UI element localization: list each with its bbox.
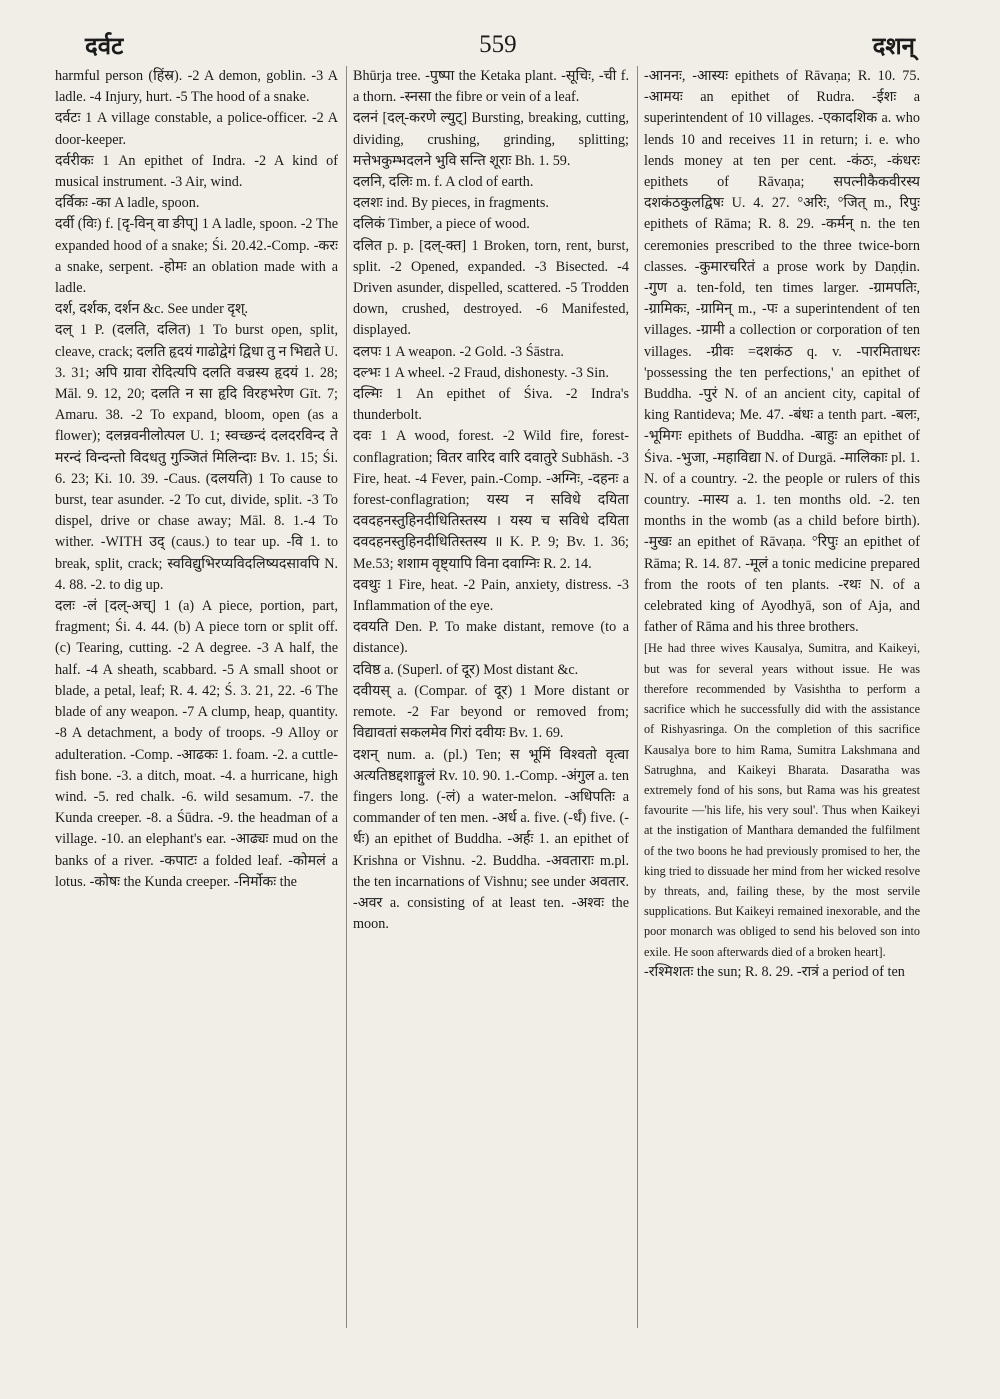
right-running-headword: दशन् <box>872 31 915 60</box>
dictionary-entry: दशन् num. a. (pl.) Ten; स भूमिं विश्वतो वृत्वा अत्यतिष्ठद्दशाङ्गुलं Rv. 10. 90. 1.-Comp. -अंगुल a. ten fingers long. (-लं) a water-melon. -अधिपतिः a commander of ten men. -अर्ध a. five. (-र्धं) five. (-र्धः) an epithet of Buddha. -अर्हः 1. an epithet of Krishna or Vishnu. -2. Buddha. -अवताराः m.pl. the ten incarnations of Vishnu; see under अवतार. -अवर a. consisting of at least ten. -अश्वः the moon. <box>353 746 629 933</box>
dictionary-entry: दवीयस् a. (Compar. of दूर) 1 More distant or remote. -2 Far beyond or removed from; विद्यावतां सकलमेव गिरां दवीयः Bv. 1. 69. <box>353 682 629 742</box>
dictionary-entry: दर्वरीकः 1 An epithet of Indra. -2 A kind of musical instrument. -3 Air, wind. <box>55 152 338 191</box>
dictionary-entry: दर्वी (विः) f. [दृ-विन् वा ङीप्] 1 A ladle, spoon. -2 The expanded hood of a snake; Śi. 20.42.-Comp. -करः a snake, serpent. -होमः an oblation made with a ladle. <box>55 216 338 297</box>
dictionary-entry: दवथुः 1 Fire, heat. -2 Pain, anxiety, distress. -3 Inflammation of the eye. <box>353 576 629 615</box>
dictionary-entry: दर्विकः -का A ladle, spoon. <box>55 195 200 212</box>
dictionary-entry: harmful person (हिंस्र). -2 A demon, goblin. -3 A ladle. -4 Injury, hurt. -5 The hood of a snake. <box>55 68 338 106</box>
dictionary-entry: दविष्ठ a. (Superl. of दूर) Most distant &c. <box>353 661 579 678</box>
column-3 <box>637 66 920 1328</box>
dictionary-entry: दलनं [दल्-करणे ल्युट्] Bursting, breaking, cutting, dividing, crushing, grinding, splitting; मत्तेभकुम्भदलने भुवि सन्ति शूराः Bh. 1. 59. <box>353 110 629 169</box>
dictionary-entry: दल् 1 P. (दलति, दलित) 1 To burst open, split, cleave, crack; दलति हृदयं गाढोद्वेगं द्विधा तु न भिद्यते U. 3. 31; अपि ग्रावा रोदित्यपि दलति वज्रस्य हृदयं 1. 28; Māl. 9. 12, 20; दलति न सा हृदि विरहभरेण Gīt. 7; Amaru. 38. -2 To expand, bloom, open (as a flower); दलन्नवनीलोत्पल U. 1; स्वच्छन्दं दलदरविन्द ते मरन्दं विन्दन्तो विदधतु गुञ्जितं मिलिन्दाः Bv. 1. 15; Śi. 6. 23; Ki. 10. 39. -Caus. (दलयति) 1 To cause to burst, tear asunder. -2 To cut, divide, split. -3 To dispel, drive or chase away; Māl. 8. 1.-4 To wither. -WITH उद् (caus.) to tear up. -वि 1. to break, split, crack; स्वविद्युभिरप्यविदलिष्यदसावपि N. 4. 88. -2. to dig up. <box>55 322 338 593</box>
dictionary-entry: दल्मिः 1 An epithet of Śiva. -2 Indra's thunderbolt. <box>353 386 629 424</box>
dictionary-entry: दलपः 1 A weapon. -2 Gold. -3 Śāstra. <box>353 343 564 360</box>
dictionary-entry: दलनि, दलिः m. f. A clod of earth. <box>353 174 534 191</box>
column-2 <box>346 66 629 1328</box>
left-running-headword: दर्वट <box>85 31 124 60</box>
dictionary-entry: दलशः ind. By pieces, in fragments. <box>353 195 549 212</box>
page-number: 559 <box>479 31 517 58</box>
dictionary-entry: दलः -लं [दल्-अच्] 1 (a) A piece, portion, part, fragment; Śi. 4. 44. (b) A piece torn or split off. (c) Tearing, cutting. -2 A degree. -3 A half, the half. -4 A sheath, scabbard. -5 A small shoot or blade, a petal, leaf; R. 4. 42; Ś. 3. 21, 22. -6 The blade of any weapon. -7 A clump, heap, quantity. -8 A detachment, a body of troops. -9 Alloy or adulteration. -Comp. -आढकः 1. foam. -2. a cuttle-fish bone. -3. a ditch, moat. -4. a hurricane, high wind. -5. red chalk. -6. wild sesamum. -7. the Kunda creeper. -8. a Śūdra. -9. the headman of a village. -10. an elephant's ear. -आढ्यः mud on the banks of a river. -कपाटः a folded leaf. -कोमलं a lotus. -कोषः the Kunda creeper. -निर्मोकः the <box>55 598 338 890</box>
dictionary-entry: दर्श, दर्शक, दर्शन &c. See under दृश्. <box>55 301 249 318</box>
page-header <box>85 28 915 62</box>
dictionary-entry: दर्वटः 1 A village constable, a police-officer. -2 A door-keeper. <box>55 110 338 148</box>
dictionary-entry: -आननः, -आस्यः epithets of Rāvaṇa; R. 10. 75. -आमयः an epithet of Rudra. -ईशः a superintendent of 10 villages. -एकादशिक a. who lends 10 and receives 11 in return; i. e. who lends money at ten per cent. -कंठः, -कंधरः epithets of Rāvaṇa; सपत्नीकैकवीरस्य दशकंठकुलद्विषः U. 4. 27. °अरिः, °जित् m., रिपुः epithets of Rāma; R. 8. 29. -कर्मन् n. the ten ceremonies prescribed to the three twice-born classes. -कुमारचरितं a prose work by Daṇḍin. -गुण a. ten-fold, ten times larger. -ग्रामपतिः, -ग्रामिकः, -ग्रामिन् m., -पः a superintendent of ten villages. -ग्रामी a collection or corporation of ten villages. -ग्रीवः =दशकंठ q. v. -पारमिताधरः 'possessing the ten perfections,' an epithet of Buddha. -पुरं N. of an ancient city, capital of king Rantideva; Me. 47. -बंधः a tenth part. -बलः, -भूमिगः epithets of Buddha. -बाहुः an epithet of Śiva. -भुजा, -महाविद्या N. of Durgā. -मालिकाः pl. 1. N. of a country. -2. the people or rulers of this country. -मास्य a. 1. ten months old. -2. ten months in the womb (as a child before birth). -मुखः an epithet of Rāvaṇa. °रिपुः an epithet of Rāma; R. 14. 87. -मूलं a tonic medicine prepared from the roots of ten plants. -रथः N. of a celebrated king of Ayodhyā, son of Aja, and father of Rāma and his three brothers. <box>644 68 920 636</box>
dictionary-entry: दलित p. p. [दल्-क्त] 1 Broken, torn, rent, burst, split. -2 Opened, expanded. -3 Bisected. -4 Driven asunder, dispelled, scattered. -5 Trodden down, crushed, destroyed. -6 Manifested, displayed. <box>353 237 629 339</box>
dictionary-entry: दवयति Den. P. To make distant, remove (to a distance). <box>353 619 629 657</box>
dictionary-entry: -रश्मिशतः the sun; R. 8. 29. -रात्रं a period of ten <box>644 963 905 980</box>
column-1 <box>55 66 338 1328</box>
dasaratha-note: [He had three wives Kausalya, Sumitra, and Kaikeyi, but was for several years without issue. He was therefore recommended by Vasishtha to perform a sacrifice which he successfully did with the assistance of Rishyasringa. On the completion of this sacrifice Kausalya bore to him Rama, Sumitra Lakshmana and Satrughna, and Kaikeyi Bharata. Dasaratha was extremely fond of his sons, but Rama was his greatest favourite —'his life, his very soul'. Thus when Kaikeyi at the instigation of Manthara demanded the fulfilment of the two boons he had previously promised to her, the king tried to dissuade her mind from her wicked resolve by threats, and, failing these, by the most servile supplications. But Kaikeyi remained inexorable, and the poor monarch was obliged to send his beloved son into exile. He soon afterwards died of a broken heart]. <box>644 641 920 959</box>
dictionary-entry: दलिकं Timber, a piece of wood. <box>353 216 530 233</box>
text-columns <box>55 66 921 1328</box>
dictionary-entry: दल्भः 1 A wheel. -2 Fraud, dishonesty. -3 Sin. <box>353 364 609 381</box>
dictionary-entry: Bhūrja tree. -पुष्पा the Ketaka plant. -सूचिः, -ची f. a thorn. -स्नसा the fibre or vein of a leaf. <box>353 68 629 106</box>
dictionary-entry: दवः 1 A wood, forest. -2 Wild fire, forest-conflagration; वितर वारिद वारि दवातुरे Subhāsh. -3 Fire, heat. -4 Fever, pain.-Comp. -अग्निः, -दहनः a forest-conflagration; यस्य न सविधे दयिता दवदहनस्तुहिनदीधितिस्तस्य । यस्य च सविधे दयिता दवदहनस्तुहिनदीधितिस्तस्य ॥ K. P. 9; Bv. 1. 36; Me.53; शशाम वृष्ट्यापि विना दवाग्निः R. 2. 14. <box>353 428 629 572</box>
